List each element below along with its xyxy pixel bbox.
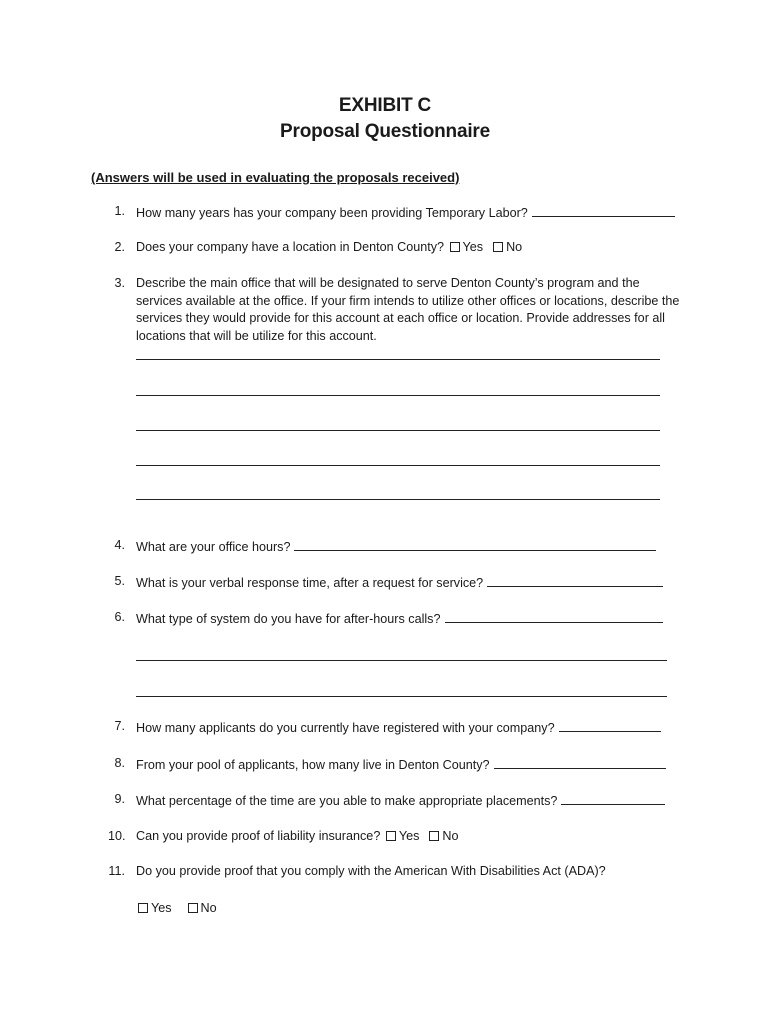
answer-blank[interactable] — [445, 609, 663, 623]
answer-line[interactable] — [136, 359, 660, 360]
question-number: 5. — [114, 574, 125, 588]
question-number: 2. — [114, 240, 125, 254]
question-text: What type of system do you have for after-hours calls? — [136, 612, 441, 626]
question-number: 8. — [114, 756, 125, 770]
question-text: What are your office hours? — [136, 540, 291, 554]
question-text: What is your verbal response time, after a request for service? — [136, 576, 484, 590]
question-number: 6. — [114, 610, 125, 624]
exhibit-label: EXHIBIT C — [338, 95, 432, 116]
answer-line[interactable] — [136, 465, 660, 466]
question-text: Describe the main office that will be designated to serve Denton County’s program and the services available at the office. If your firm intends to utilize other offices or locations, describe the services they would provide for this account at each office or location. Provide addresses for all locations that will be utilize for this account. — [136, 276, 680, 343]
question-number: 10. — [108, 829, 126, 843]
yes-label: Yes — [398, 829, 420, 843]
no-label: No — [506, 240, 523, 254]
question-text: From your pool of applicants, how many live in Denton County? — [136, 758, 490, 772]
question-text: What percentage of the time are you able to make appropriate placements? — [136, 794, 558, 808]
no-label: No — [200, 901, 217, 915]
answer-blank[interactable] — [559, 718, 661, 732]
question-number: 7. — [114, 719, 125, 733]
answer-line[interactable] — [136, 430, 660, 431]
answer-line[interactable] — [136, 696, 667, 697]
no-checkbox[interactable] — [429, 831, 439, 841]
question-11-options — [136, 900, 217, 918]
answer-line[interactable] — [136, 395, 660, 396]
question-text: How many applicants do you currently have registered with your company? — [136, 721, 555, 735]
question-number: 11. — [108, 864, 125, 878]
yes-checkbox[interactable] — [138, 903, 148, 913]
no-checkbox[interactable] — [188, 903, 198, 913]
question-text: Do you provide proof that you comply with the American With Disabilities Act (ADA)? — [136, 864, 606, 878]
no-checkbox[interactable] — [493, 242, 503, 252]
answer-blank[interactable] — [561, 791, 665, 805]
question-number: 1. — [114, 204, 125, 218]
question-number: 9. — [114, 792, 125, 806]
answer-blank[interactable] — [487, 573, 663, 587]
instruction-note: (Answers will be used in evaluating the proposals received) — [91, 170, 460, 185]
yes-checkbox[interactable] — [450, 242, 460, 252]
no-label: No — [442, 829, 459, 843]
answer-blank[interactable] — [532, 203, 675, 217]
answer-blank[interactable] — [294, 537, 656, 551]
answer-blank[interactable] — [494, 755, 666, 769]
answer-line[interactable] — [136, 660, 667, 661]
question-text: How many years has your company been providing Temporary Labor? — [136, 206, 528, 220]
question-text: Does your company have a location in Denton County? — [136, 240, 445, 254]
yes-label: Yes — [151, 901, 172, 915]
yes-label: Yes — [462, 240, 484, 254]
yes-checkbox[interactable] — [386, 831, 396, 841]
page-title: Proposal Questionnaire — [280, 121, 490, 142]
question-number: 3. — [114, 276, 125, 290]
question-text: Can you provide proof of liability insurance? — [136, 829, 381, 843]
question-number: 4. — [114, 538, 125, 552]
answer-line[interactable] — [136, 499, 660, 500]
